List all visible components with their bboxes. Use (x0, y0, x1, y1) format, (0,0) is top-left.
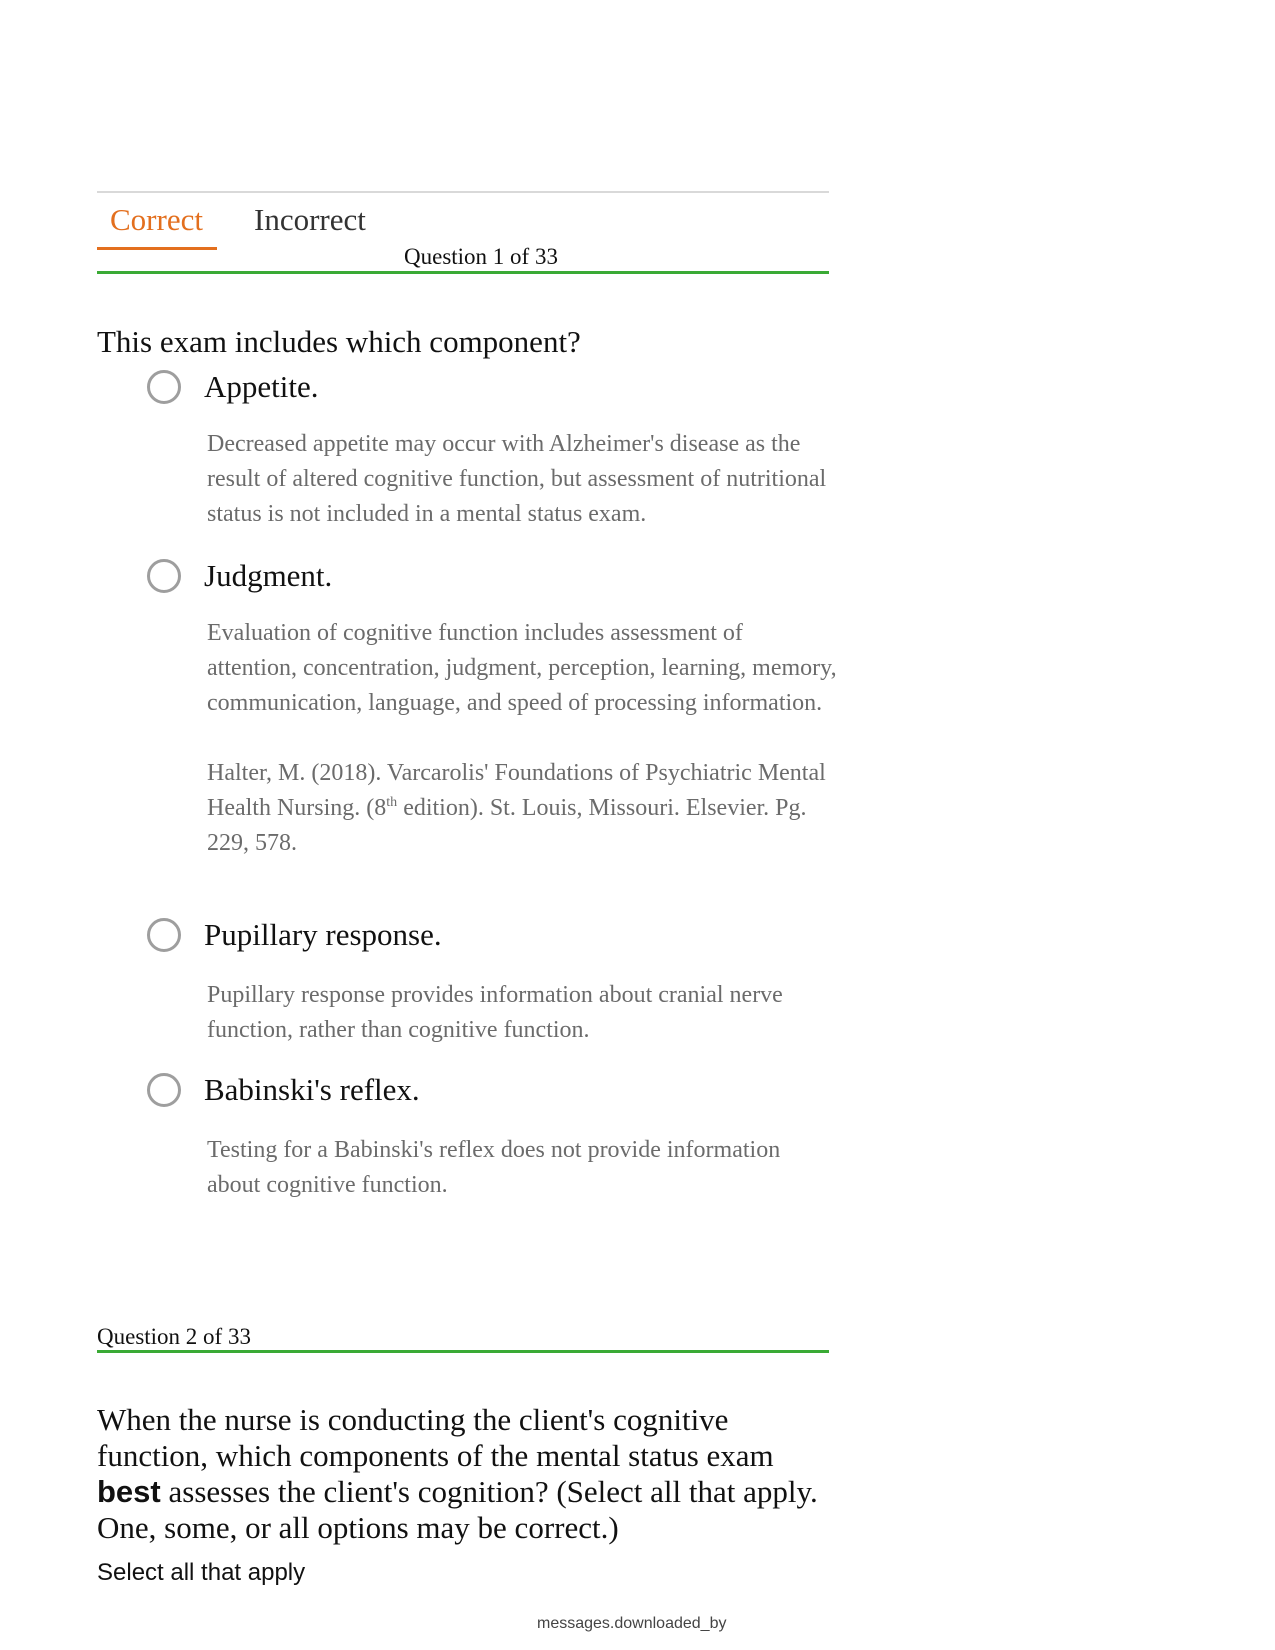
option-appetite-label[interactable]: Appetite. (204, 369, 319, 404)
option-babinski-reflex-label[interactable]: Babinski's reflex. (204, 1072, 420, 1107)
option-babinski-reflex-rationale (207, 1133, 837, 1203)
rationale-text: Pupillary response provides information about cranial nerve function, rather than cognitive function. (207, 982, 783, 1043)
option-appetite-rationale (207, 427, 837, 532)
question-2-text (97, 1402, 837, 1546)
tab-incorrect[interactable]: Incorrect (254, 202, 366, 237)
question-1-divider (97, 271, 829, 274)
rationale-reference (207, 756, 837, 861)
footer-watermark: messages.downloaded_by (537, 1615, 727, 1632)
rationale-text: Testing for a Babinski's reflex does not provide information about cognitive function. (207, 1137, 781, 1198)
option-pupillary-response-radio[interactable] (147, 918, 181, 952)
question-2-emphasis: best (97, 1474, 161, 1509)
option-judgment-label[interactable]: Judgment. (204, 558, 333, 593)
option-babinski-reflex-radio[interactable] (147, 1073, 181, 1107)
top-divider (97, 191, 829, 193)
option-judgment-rationale (207, 616, 837, 861)
active-tab-indicator (97, 247, 217, 250)
option-judgment-radio[interactable] (147, 559, 181, 593)
tab-correct[interactable]: Correct (110, 202, 203, 237)
question-1-counter: Question 1 of 33 (404, 244, 558, 269)
option-pupillary-response-label[interactable]: Pupillary response. (204, 917, 442, 952)
select-all-instruction: Select all that apply (97, 1559, 306, 1586)
option-pupillary-response-rationale (207, 978, 837, 1048)
reference-text-end: edition). St. Louis, Missouri. Elsevier. Pg. 229, 578. (207, 795, 807, 856)
question-2-text-end: assesses the client's cognition? (Select all that apply. One, some, or all options may be correct.) (97, 1474, 818, 1545)
reference-superscript: th (386, 795, 398, 810)
question-2-text-start: When the nurse is conducting the client's cognitive function, which components of the mental status exam (97, 1402, 774, 1473)
rationale-text: Decreased appetite may occur with Alzheimer's disease as the result of altered cognitive function, but assessment of nutritional status is not included in a mental status exam. (207, 431, 827, 527)
question-2-counter: Question 2 of 33 (97, 1324, 251, 1349)
question-1-text: This exam includes which component? (97, 324, 581, 359)
question-2-divider (97, 1350, 829, 1353)
reference-text: Halter, M. (2018). Varcarolis' Foundations of Psychiatric Mental Health Nursing. (8 (207, 760, 826, 821)
rationale-text: Evaluation of cognitive function includes assessment of attention, concentration, judgment, perception, learning, memory, communication, language, and speed of processing information. (207, 620, 837, 716)
option-appetite-radio[interactable] (147, 370, 181, 404)
